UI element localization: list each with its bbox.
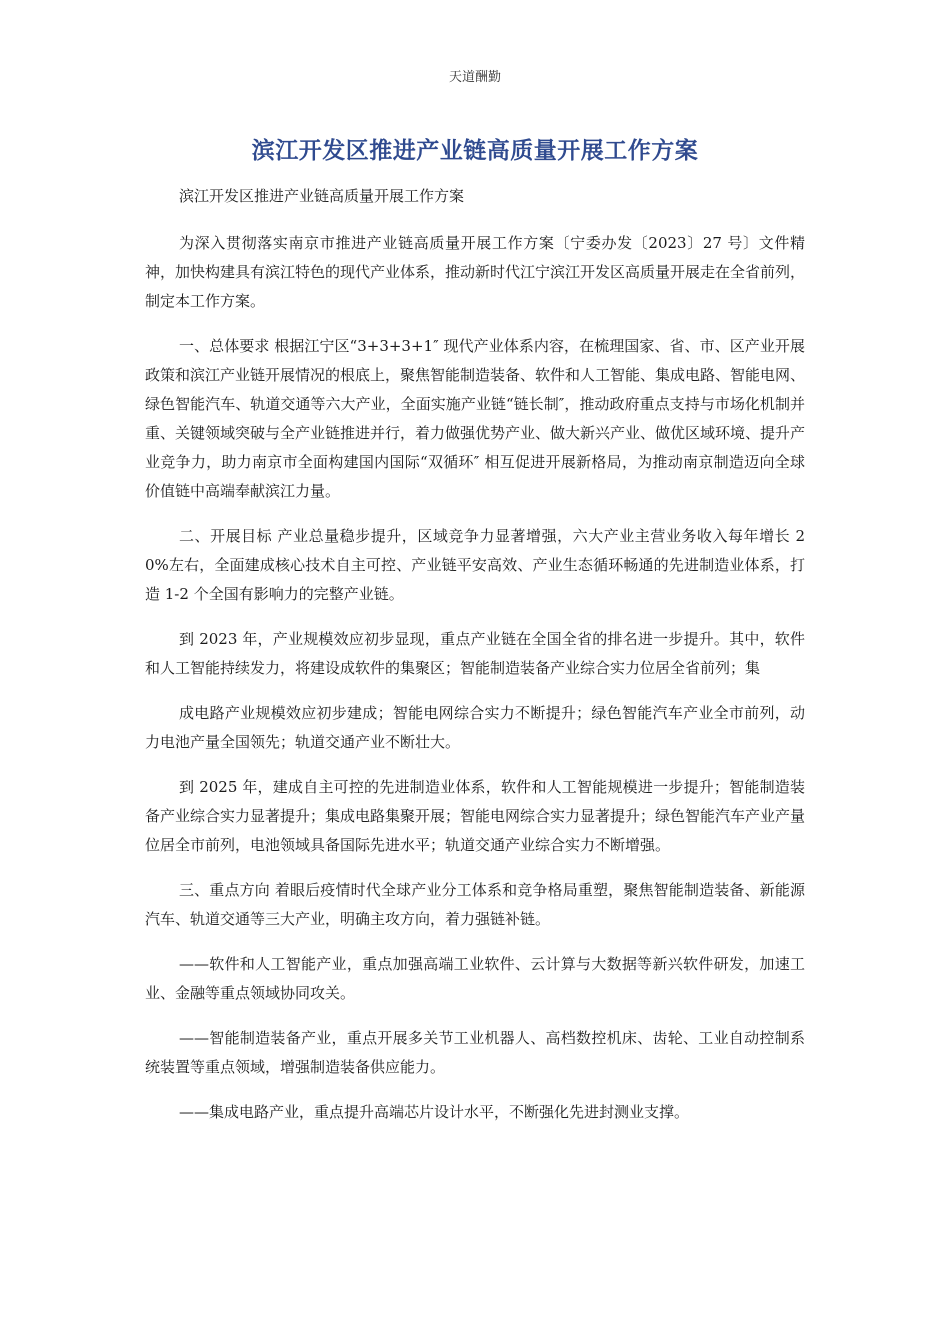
paragraph-2023-targets-continued: 成电路产业规模效应初步建成；智能电网综合实力不断提升；绿色智能汽车产业全市前列，动力电池产量全国领先；轨道交通产业不断壮大。 <box>145 704 805 751</box>
paragraph-intro: 为深入贯彻落实南京市推进产业链高质量开展工作方案〔宁委办发〔2023〕27 号〕文件精神，加快构建具有滨江特色的现代产业体系，推动新时代江宁滨江开发区高质量开展走在全省前列，制定本工作方案。 <box>145 234 806 310</box>
paragraph-2025-targets: 到 2025 年，建成自主可控的先进制造业体系，软件和人工智能规模进一步提升；智能制造装备产业综合实力显著提升；集成电路集聚开展；智能电网综合实力显著提升；绿色智能汽车产业产量位居全市前列，电池领域具备国际先进水平；轨道交通产业综合实力不断增强。 <box>145 778 806 854</box>
paragraph-development-goals: 二、开展目标 产业总量稳步提升，区域竞争力显著增强，六大产业主营业务收入每年增长 20%左右，全面建成核心技术自主可控、产业链平安高效、产业生态循环畅通的先进制造业体系，打造 1-2 个全国有影响力的完整产业链。 <box>145 527 805 603</box>
page-title: 滨江开发区推进产业链高质量开展工作方案 <box>251 138 699 164</box>
paragraph-key-directions: 三、重点方向 着眼后疫情时代全球产业分工体系和竞争格局重塑，聚焦智能制造装备、新能源汽车、轨道交通等三大产业，明确主攻方向，着力强链补链。 <box>145 881 805 928</box>
paragraph-2023-targets: 到 2023 年，产业规模效应初步显现，重点产业链在全国全省的排名进一步提升。其中，软件和人工智能持续发力，将建设成软件的集聚区；智能制造装备产业综合实力位居全省前列；集 <box>145 630 805 677</box>
paragraph-integrated-circuits: ——集成电路产业，重点提升高端芯片设计水平，不断强化先进封测业支撑。 <box>179 1103 690 1121</box>
paragraph-general-requirements: 一、总体要求 根据江宁区“3+3+3+1″ 现代产业体系内容，在梳理国家、省、市、区产业开展政策和滨江产业链开展情况的根底上，聚焦智能制造装备、软件和人工智能、集成电路、智能电网、绿色智能汽车、轨道交通等六大产业，全面实施产业链“链长制″，推动政府重点支持与市场化机制并重、关键领域突破与全产业链推进并行，着力做强优势产业、做大新兴产业、做优区域环境、提升产业竞争力，助力南京市全面构建国内国际“双循环″ 相互促进开展新格局，为推动南京制造迈向全球价值链中高端奉献滨江力量。 <box>145 337 806 500</box>
paragraph-intelligent-manufacturing: ——智能制造装备产业，重点开展多关节工业机器人、高档数控机床、齿轮、工业自动控制系统装置等重点领域，增强制造装备供应能力。 <box>145 1029 805 1076</box>
header-note: 天道酬勤 <box>448 70 501 85</box>
document-subtitle: 滨江开发区推进产业链高质量开展工作方案 <box>179 187 465 205</box>
paragraph-software-ai: ——软件和人工智能产业，重点加强高端工业软件、云计算与大数据等新兴软件研发，加速工业、金融等重点领域协同攻关。 <box>145 955 805 1002</box>
document-body <box>145 182 805 1143</box>
